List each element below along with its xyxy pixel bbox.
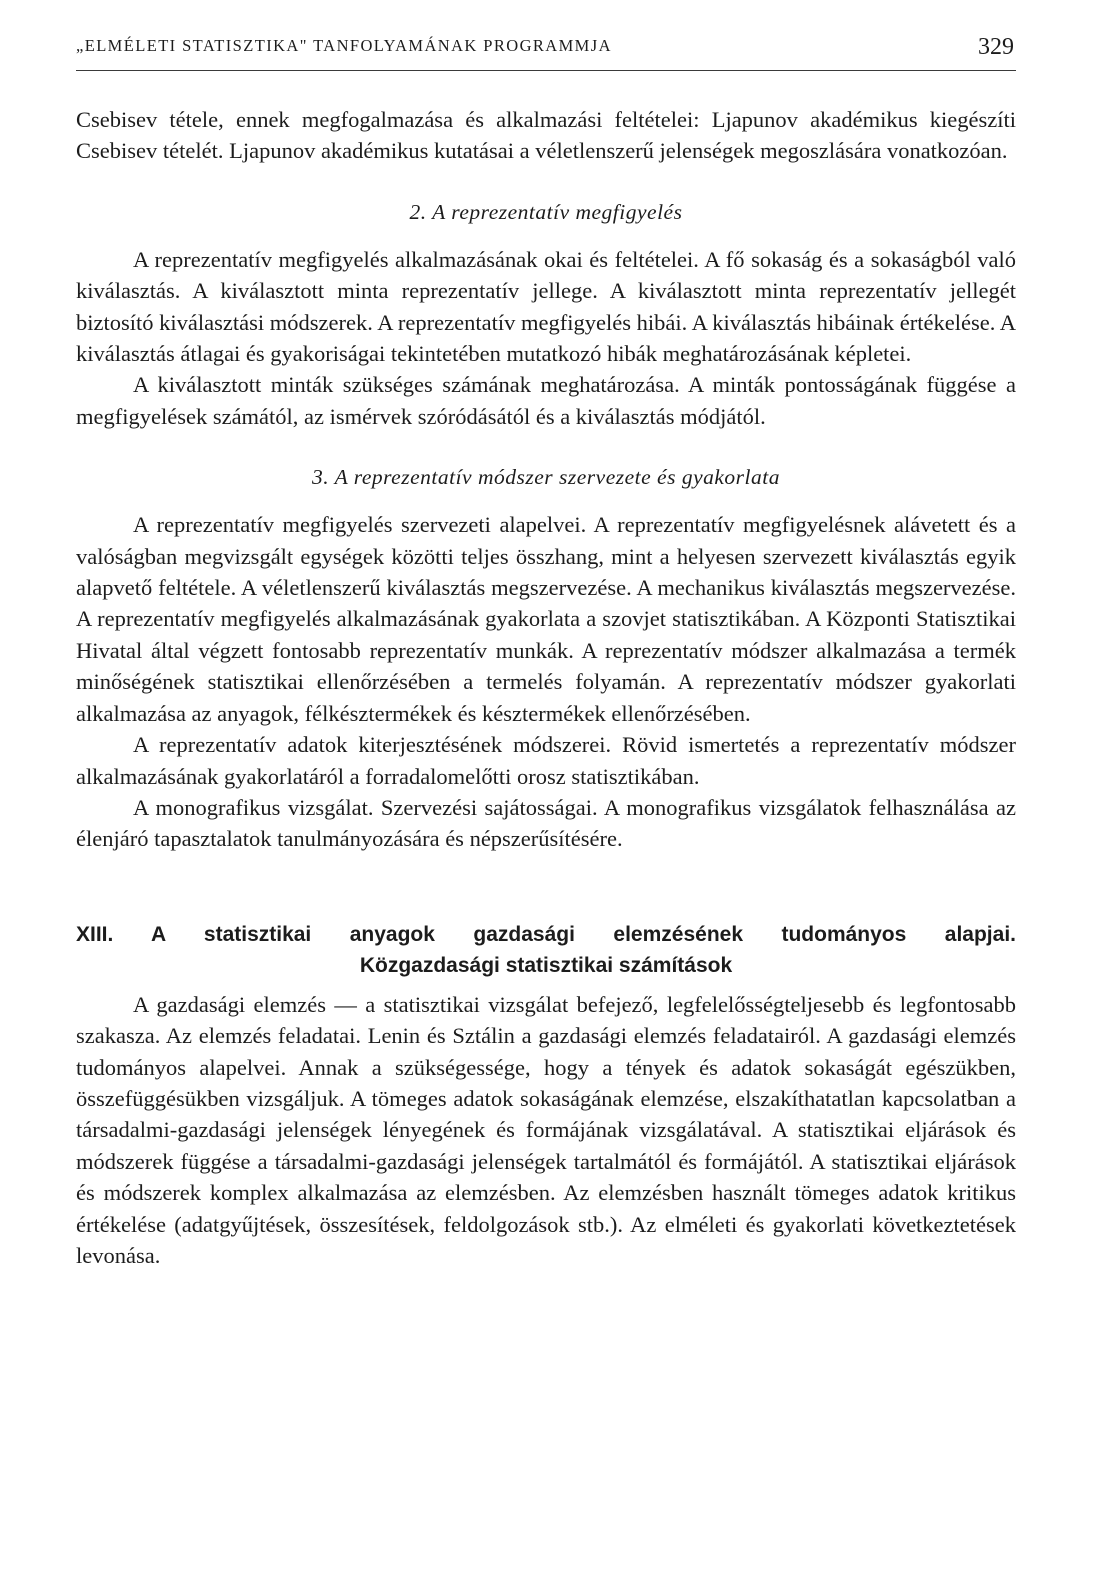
paragraph-mintak-szama: A kiválasztott minták szükséges számának meghatározása. A minták pontosságának függése a megfigyelések számától, az ismérvek szóródásától és a kiválasztás módjától. xyxy=(76,372,1016,429)
running-title: „ELMÉLETI STATISZTIKA" TANFOLYAMÁNAK PROGRAMMJA xyxy=(76,36,612,55)
paragraph-reprezentativ-okai: A reprezentatív megfigyelés alkalmazásának okai és feltételei. A fő sokaság és a sokaságból való kiválasztás. A kiválasztott minta reprezentatív jellege. A kiválasztott minta reprezentatív jellegét biztosító kiválasztási módszerek. A reprezentatív megfigyelés hibái. A kiválasztás hibáinak értékelése. A kiválasztás átlagai és gyakoriságai tekintetében mutatkozó hibák meghatározásának képletei. xyxy=(76,246,1016,367)
section-heading-reprezentativ-megfigyeles: 2. A reprezentatív megfigyelés xyxy=(409,199,683,224)
paragraph-gazdasagi-elemzes: A gazdasági elemzés — a statisztikai vizsgálat befejező, legfelelősségteljesebb és legfontosabb szakasza. Az elemzés feladatai. Lenin és Sztálin a gazdasági elemzés feladatairól. A gazdasági elemzés tudományos alapelvei. Annak a szükségessége, hogy a tények és adatok sokaságát egészükben, összefüggésükben vizsgáljuk. A tömeges adatok sokaságának elemzése, elszakíthatatlan kapcsolatban a társadalmi-gazdasági jelenségek lényegének és formájának vizsgálatával. A statisztikai eljárások és módszerek függése a társadalmi-gazdasági jelenségek tartalmától és formájától. A statisztikai eljárások és módszerek komplex alkalmazása az elemzésben. Az elemzésben használt tömeges adatok kritikus értékelése (adatgyűjtések, összesítések, feldolgozások stb.). Az elméleti és gyakorlati következtetések levonása. xyxy=(76,991,1016,1268)
page-body xyxy=(76,104,1016,1271)
page-number: 329 xyxy=(978,34,1014,60)
paragraph-monografikus-vizsgalat: A monografikus vizsgálat. Szervezési sajátosságai. A monografikus vizsgálatok felhasználása az élenjáró tapasztalatok tanulmányozására és népszerűsítésére. xyxy=(76,794,1016,852)
chapter-heading-xiii xyxy=(76,919,1016,981)
running-header xyxy=(76,30,1016,71)
paragraph-csebisev: Csebisev tétele, ennek megfogalmazása és alkalmazási feltételei: Ljapunov akadémikus kiegészíti Csebisev tételét. Ljapunov akadémikus kutatásai a véletlenszerű jelenségek megoszlására vonatkozóan. xyxy=(76,107,1016,164)
document-page xyxy=(76,30,1016,1271)
chapter-title-line1: XIII. A statisztikai anyagok gazdasági elemzésének tudományos alapjai. xyxy=(76,922,1016,946)
section-heading-modszer-szervezete: 3. A reprezentatív módszer szervezete és gyakorlata xyxy=(312,465,780,490)
chapter-title-line2: Közgazdasági statisztikai számítások xyxy=(359,953,733,977)
paragraph-kiterjesztes-modszerei: A reprezentatív adatok kiterjesztésének módszerei. Rövid ismertetés a reprezentatív módszer alkalmazásának gyakorlatáról a forradalomelőtti orosz statisztikában. xyxy=(76,732,1016,789)
paragraph-szervezeti-alapelvek: A reprezentatív megfigyelés szervezeti alapelvei. A reprezentatív megfigyelésnek alávetett és a valóságban megvizsgált egységek közötti teljes összhang, mint a helyesen szervezett kiválasztás egyik alapvető feltétele. A véletlenszerű kiválasztás megszervezése. A mechanikus kiválasztás megszervezése. A reprezentatív megfigyelés alkalmazásának gyakorlata a szovjet statisztikában. A Központi Statisztikai Hivatal által végzett fontosabb reprezentatív munkák. A reprezentatív módszer alkalmazása a termék minőségének statisztikai ellenőrzésében a termelés folyamán. A reprezentatív módszer gyakorlati alkalmazása az anyagok, félkésztermékek és késztermékek ellenőrzésében. xyxy=(76,512,1016,726)
